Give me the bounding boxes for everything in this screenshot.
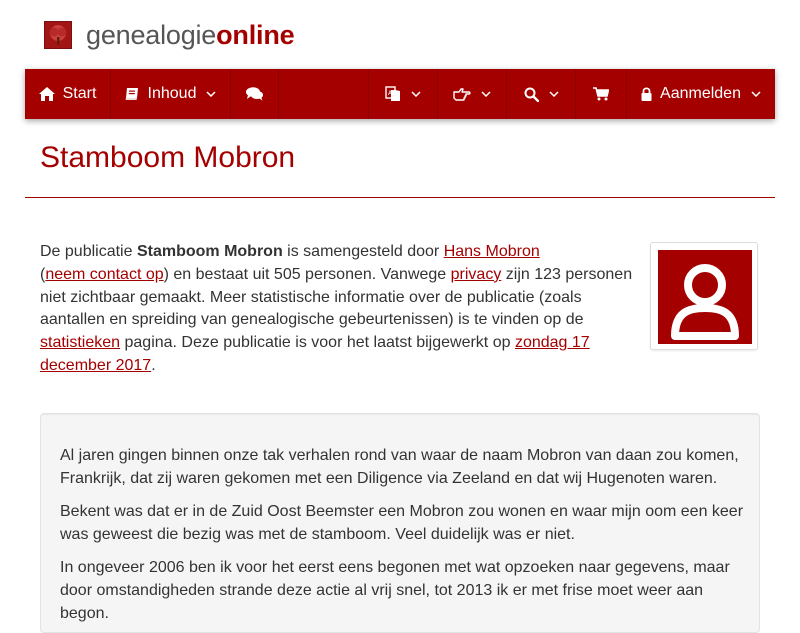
nav-aanmelden[interactable] xyxy=(627,69,775,119)
brand-part-1: genealogie xyxy=(86,19,217,50)
hand-pointer-icon xyxy=(453,87,471,101)
nav-inhoud[interactable] xyxy=(111,69,231,119)
publication-intro xyxy=(40,241,640,378)
publication-description xyxy=(40,413,760,633)
description-paragraph-2: Bekent was dat er in de Zuid Oost Beemster een Mobron zou wonen en waar mijn oom een keer was geweest die bezig was met de stamboom. Veel duidelijk was er niet. xyxy=(60,503,744,543)
intro-text-6: pagina. Deze publicatie is voor het laatst bijgewerkt op xyxy=(120,334,515,352)
nav-cart[interactable] xyxy=(576,69,627,119)
nav-hand[interactable] xyxy=(438,69,507,119)
user-avatar-icon xyxy=(658,250,752,344)
home-icon xyxy=(39,87,55,101)
author-link[interactable]: Hans Mobron xyxy=(443,243,540,260)
intro-text-7: . xyxy=(151,356,156,374)
intro-text-2: is samengesteld door xyxy=(282,243,444,260)
chevron-down-icon xyxy=(549,91,559,97)
description-paragraph-3: In ongeveer 2006 ben ik voor het eerst eens begonen met wat opzoeken naar gegevens, maar door omstandigheden strande deze actie al vrij snel, tot 2013 ik er met frise moet weer aan begon. xyxy=(60,559,730,622)
intro-text-5: zijn 123 personen niet zichtbaar gemaakt. Meer statistische informatie over de publicatie (zoals aantallen en spreiding van genealogische gebeurtenissen) is te vinden op de xyxy=(40,265,633,329)
tree-logo-icon xyxy=(44,21,72,49)
nav-aanmelden-label: Aanmelden xyxy=(660,85,741,102)
search-icon xyxy=(524,87,539,102)
comments-icon xyxy=(246,87,263,101)
shopping-cart-icon xyxy=(593,87,609,101)
title-divider xyxy=(25,197,775,198)
publication-name: Stamboom Mobron xyxy=(136,243,283,260)
language-icon xyxy=(385,86,401,102)
page-title: Stamboom Mobron xyxy=(40,141,296,174)
nav-forum[interactable] xyxy=(231,69,279,119)
chevron-down-icon xyxy=(481,91,491,97)
author-avatar-frame[interactable] xyxy=(650,242,758,350)
chevron-down-icon xyxy=(206,91,216,97)
nav-start-label: Start xyxy=(62,85,97,102)
intro-text-3: ( xyxy=(40,265,46,283)
last-updated-link[interactable]: zondag 17 december 2017 xyxy=(40,334,590,374)
privacy-link[interactable]: privacy xyxy=(450,265,502,283)
intro-text-4: ) en bestaat uit 505 personen. Vanwege xyxy=(163,265,451,283)
nav-language[interactable] xyxy=(368,69,438,119)
book-icon xyxy=(125,87,140,101)
nav-search[interactable] xyxy=(507,69,576,119)
contact-link[interactable]: neem contact op xyxy=(45,265,164,283)
lock-icon xyxy=(641,87,652,101)
brand-name xyxy=(86,20,294,51)
chevron-down-icon xyxy=(751,91,761,97)
statistics-link[interactable]: statistieken xyxy=(40,334,121,352)
brand-part-2: online xyxy=(216,19,295,50)
intro-text-1: De publicatie xyxy=(40,243,137,260)
nav-inhoud-label: Inhoud xyxy=(147,85,197,102)
site-logo[interactable] xyxy=(44,18,294,52)
svg-text:A: A xyxy=(388,90,393,97)
nav-start[interactable] xyxy=(25,69,111,119)
chevron-down-icon xyxy=(411,91,421,97)
main-navbar xyxy=(25,69,775,119)
description-paragraph-1: Al jaren gingen binnen onze tak verhalen rond van waar de naam Mobron van daan zou komen, Frankrijk, dat zij waren gekomen met een Diligence via Zeeland en dat wij Hugenoten waren. xyxy=(60,447,739,487)
